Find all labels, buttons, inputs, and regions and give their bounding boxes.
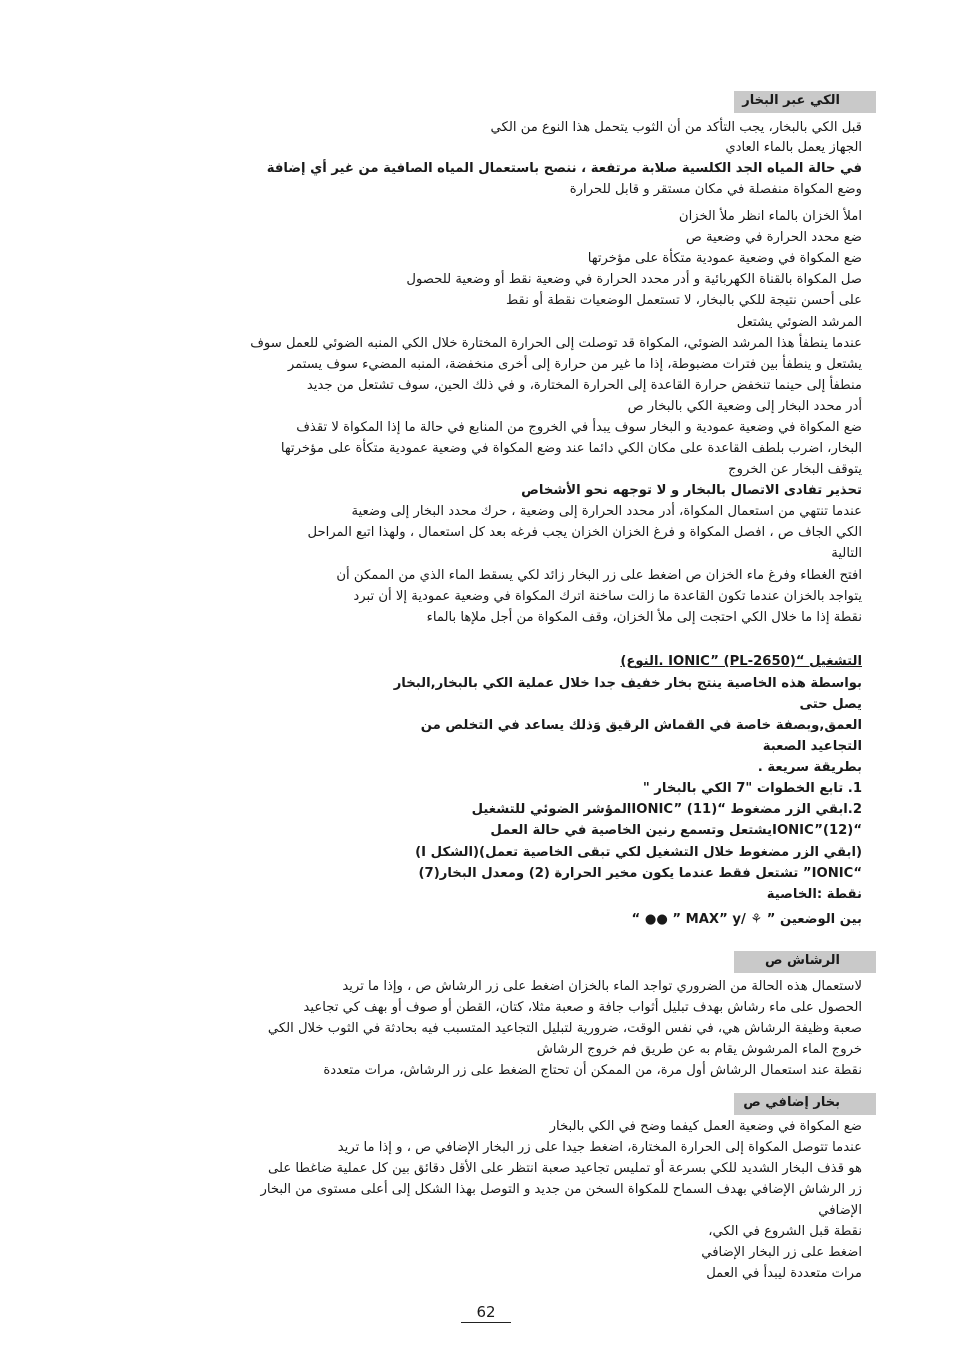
text-line: في حالة المياه الجد الكلسية صلابة مرتفعة ، ننصح باستعمال المياه الصافية من غير أي إضافة (266, 161, 862, 176)
note-line: نقطة إذا ما خلال الكي احتجت إلى ملأ الخزان، وقف المكواة من أجل ملإها بالماء (426, 610, 862, 625)
section-heading-ionic: التشغيل “IONIC” (PL-2650) .النوع) (620, 654, 862, 669)
note-line: نقطة عند استعمال الرشاش أول مرة، من الممكن أن تحتاج الضغط على زر الرشاش، مرات متعددة (323, 1063, 862, 1078)
text-line: 2.ابقي الزر مضغوط “IONIC” (11)المؤشر الضوئي للتشغيل (471, 802, 862, 817)
text-line: مرات متعددة ليبدأ في العمل (706, 1266, 862, 1281)
text-line: “IONIC”(12)يشتعل وتسمع رنين الخاصية في حالة العمل (490, 823, 862, 838)
text-line: ضع المكواة في وضعية العمل كيفما وضح في الكي بالبخار (549, 1119, 862, 1134)
text-line: أدر محدد البخار إلى وضعية الكي بالبخار ص (627, 399, 862, 414)
text-line: عندما تنتهي من استعمال المكواة، أدر محدد الحرارة إلى وضعية ، حرك محدد البخار إلى وضعية (351, 504, 862, 519)
text-line: يصل حتى (799, 697, 862, 712)
text-line: زر الرشاش الإضافي بهدف السماح للمكواة السخن من جديد و التوصل بهذا الشكل إلى أعلى مستوى من البخار (260, 1182, 862, 1197)
section-heading-steam: الكي عبر البخار (742, 93, 840, 108)
section-heading-bar-spray (734, 951, 876, 973)
text-line: وضع المكواة منفصلة في مكان مستقر و قابل للحرارة (569, 182, 862, 197)
text-line: يتواجد بالخزان عندما تكون القاعدة ما زالت ساخنة اترك المكواة في وضعية عمودية إلا أن تبرد (353, 589, 862, 604)
text-line: العمق,وبصفة خاصة في القماش الرقيق وَذلك يساعد في التخلص من (420, 718, 862, 733)
text-line: 1. تابع الخطوات "7 الكي بالبخار " (642, 781, 862, 796)
section-heading-bar-steam (734, 91, 876, 113)
text-line: يتوقف البخار عن الخروج (728, 462, 862, 477)
text-line: هو قذف البخار الشديد للكي بسرعة أو تمليس تجاعيد صعبة انتظر على الأقل دقائق بين كل عملية ضاغطا على (267, 1161, 862, 1176)
text-line: نقطة :الخاصية (766, 887, 862, 902)
text-line: بواسطة هذه الخاصية ينتج بخار خفيف جدا خلال عملية الكي بالبخار,البخار (393, 676, 862, 691)
section-heading-bar-extra-steam (734, 1093, 876, 1115)
text-line: املأ الخزان بالماء انظر ملأ الخزان (678, 209, 862, 224)
text-line: خروج الماء المرشوش يقام به عن طريق فم خروج الرشاش (536, 1042, 862, 1057)
text-line: “IONIC” تشتعل فقط عندما يكون مخير الحرارة (2) ومعدل البخار(7) (418, 866, 862, 881)
text-line: على أحسن نتيجة للكي بالبخار، لا تستعمل الوضعيات نقطة أو نقط (506, 293, 862, 308)
text-line: الحصول على ماء رشاش بهدف تبليل أثواب جافة و صعبة مثلا، كتان، القطن أو صوف أو بهف كي تجاعيد (303, 1000, 862, 1015)
page-number: 62 (461, 1302, 511, 1323)
text-line: بطريقة سريعة . (757, 760, 862, 775)
section-heading-spray: الرشاش ص (764, 953, 840, 968)
text-line: الإضافي (818, 1203, 862, 1218)
text-line: البخار، اضرب بلطف القاعدة على مكان الكي دائما عند وضع المكواة في وضعية عمودية متكأة على مؤخرتها (280, 441, 862, 456)
text-line: التالية (831, 546, 862, 561)
text-line: ضع محدد الحرارة في وضعية ص (685, 230, 862, 245)
text-line: لاستعمال هذه الحالة من الضروري تواجد الماء بالخزان اضغط على زر الرشاش ص ، وإذا ما تريد (342, 979, 862, 994)
text-line: يشتعل و ينطفأ بين فترات مضبوطة، إذا ما غير من حرارة إلى أخرى منخفضة، المنبه المضيء سوف يستمر (287, 357, 862, 372)
text-line: الجهاز يعمل بالماء العادي (725, 140, 862, 155)
text-line: التجاعيد الصعبة (762, 739, 862, 754)
text-line: عندما تتوصل المكواة إلى الحرارة المختارة، اضغط جيدا على زر البخار الإضافي ص ، و إذا ما تريد (337, 1140, 862, 1155)
text-line: بين الوضعين ” ⚘ /MAX” y ” ●● “ (631, 912, 862, 927)
text-line: منطفأ إلى حينما تنخفض حرارة القاعدة إلى الحرارة المختارة، و في ذلك الحين، سوف تشتعل من جديد (306, 378, 862, 393)
text-line: الكي الجاف ص ، افصل المكواة و فرغ الخزان الخزان يجب فرغه بعد كل استعمال ، ولهذا اتبع المراحل (307, 525, 862, 540)
text-line: صعبة وظيفة الرشاش هي، في نفس الوقت، ضرورية لتبليل التجاعيد المتسبب فيه بحادثة في الثوب خلال الكي (267, 1021, 862, 1036)
note-line: نقطة قبل الشروع في الكي، (708, 1224, 862, 1239)
text-line: ضع المكواة في وضعية عمودية و البخار سوف يبدأ في الخروج من المنابع في حالة ما إذا المكواة لا تقذف (296, 420, 862, 435)
text-line: افتح الغطاء وفرغ ماء الخزان ص اضغط على زر البخار زائد لكي يسقط الماء الذي من الممكن أن (336, 568, 862, 583)
text-line: (ابقي الزر مضغوط خلال التشغيل لكي تبقى الخاصية تعمل)(الشكل I) (415, 845, 862, 860)
text-line: عندما ينطفأ هذا المرشد الضوئي، المكواة قد توصلت إلى الحرارة المختارة خلال الكي المنبه الضوئي للعمل سوف (250, 336, 862, 351)
text-line: المرشد الضوئي يشتعل (736, 315, 862, 330)
section-heading-extra-steam: بخار إضافي ص (743, 1095, 840, 1110)
text-line: صل المكواة بالقناة الكهربائية و أدر محدد الحرارة في وضعية نقط أو وضعية للحصول (406, 272, 862, 287)
text-line: ضع المكواة في وضعية عمودية متكأة على مؤخرتها (587, 251, 862, 266)
text-line: قبل الكي بالبخار، يجب التأكد من أن الثوب يتحمل هذا النوع من الكي (490, 120, 862, 135)
text-line: اضغط على زر البخار الإضافي (701, 1245, 862, 1260)
warning-line: تحذير تفادى الاتصال بالبخار و لا توجهه نحو الأشخاص (521, 483, 862, 498)
